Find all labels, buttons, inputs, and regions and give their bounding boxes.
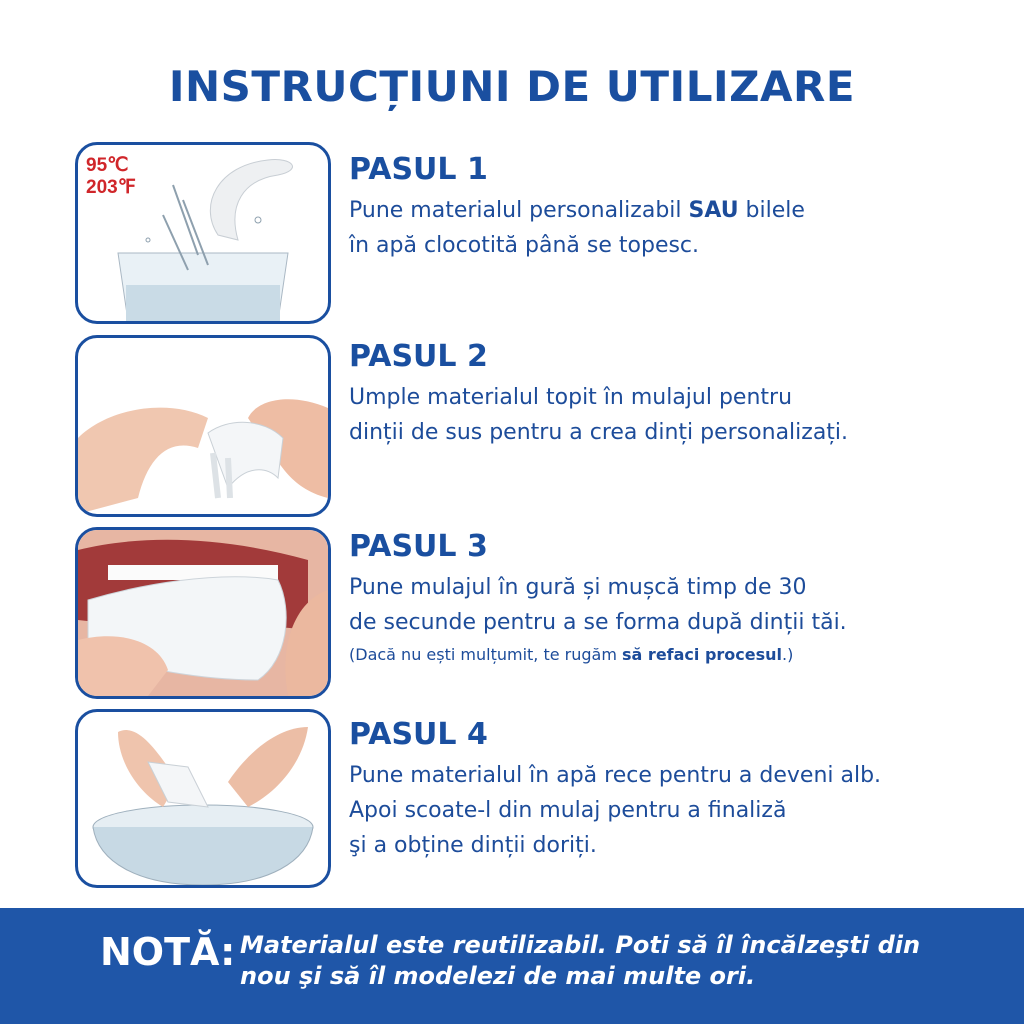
step-heading: PASUL 1 [349,152,488,187]
step-2 [349,339,848,450]
step-1 [349,152,805,263]
text-part: de secunde pentru a se forma după dinții tăi. [349,610,847,635]
hands-filling-mold-illustration [78,338,328,514]
step-text [349,380,848,450]
step-3-image [75,527,331,699]
note-banner [0,908,1024,1024]
note-label: NOTĂ: [100,930,236,974]
temperature-celsius: 95℃ [86,155,129,176]
text-part: Materialul este reutilizabil. Poti să îl încălzeşti din [240,931,921,959]
temperature-label [86,155,136,199]
step-3 [349,529,847,668]
temperature-fahrenheit: 203℉ [86,177,136,198]
text-part: dinții de sus pentru a crea dinți personalizați. [349,420,849,445]
step-4-image [75,709,331,888]
text-part: (Dacă nu ești mulțumit, te rugăm [349,645,623,664]
text-part: în apă clocotită până se topesc. [349,233,700,258]
page-title: INSTRUCȚIUNI DE UTILIZARE [168,62,856,111]
step-heading: PASUL 4 [349,717,488,752]
text-part: Pune mulajul în gură și mușcă timp de 30 [349,575,807,600]
text-bold: să refaci procesul [622,645,783,664]
text-part: Pune materialul în apă rece pentru a deveni alb. [349,763,882,788]
mouth-biting-mold-illustration [78,530,328,696]
step-heading: PASUL 2 [349,339,488,374]
step-heading: PASUL 3 [349,529,488,564]
text-part: .) [782,645,794,664]
text-bold: SAU [688,198,739,223]
text-part: Umple materialul topit în mulajul pentru [349,385,793,410]
cold-water-bowl-illustration [78,712,328,885]
step-4 [349,717,881,863]
step-text [349,193,805,263]
text-part: Pune materialul personalizabil [349,198,689,223]
text-part: bilele [738,198,805,223]
step-note [349,642,847,668]
step-2-image [75,335,331,517]
text-part: nou şi să îl modelezi de mai multe ori. [240,962,756,990]
text-part: şi a obține dinții doriți. [349,833,597,858]
step-text [349,758,881,863]
note-text [240,930,920,992]
text-part: Apoi scoate-l din mulaj pentru a finaliză [349,798,787,823]
step-1-image [75,142,331,324]
step-text [349,570,847,640]
